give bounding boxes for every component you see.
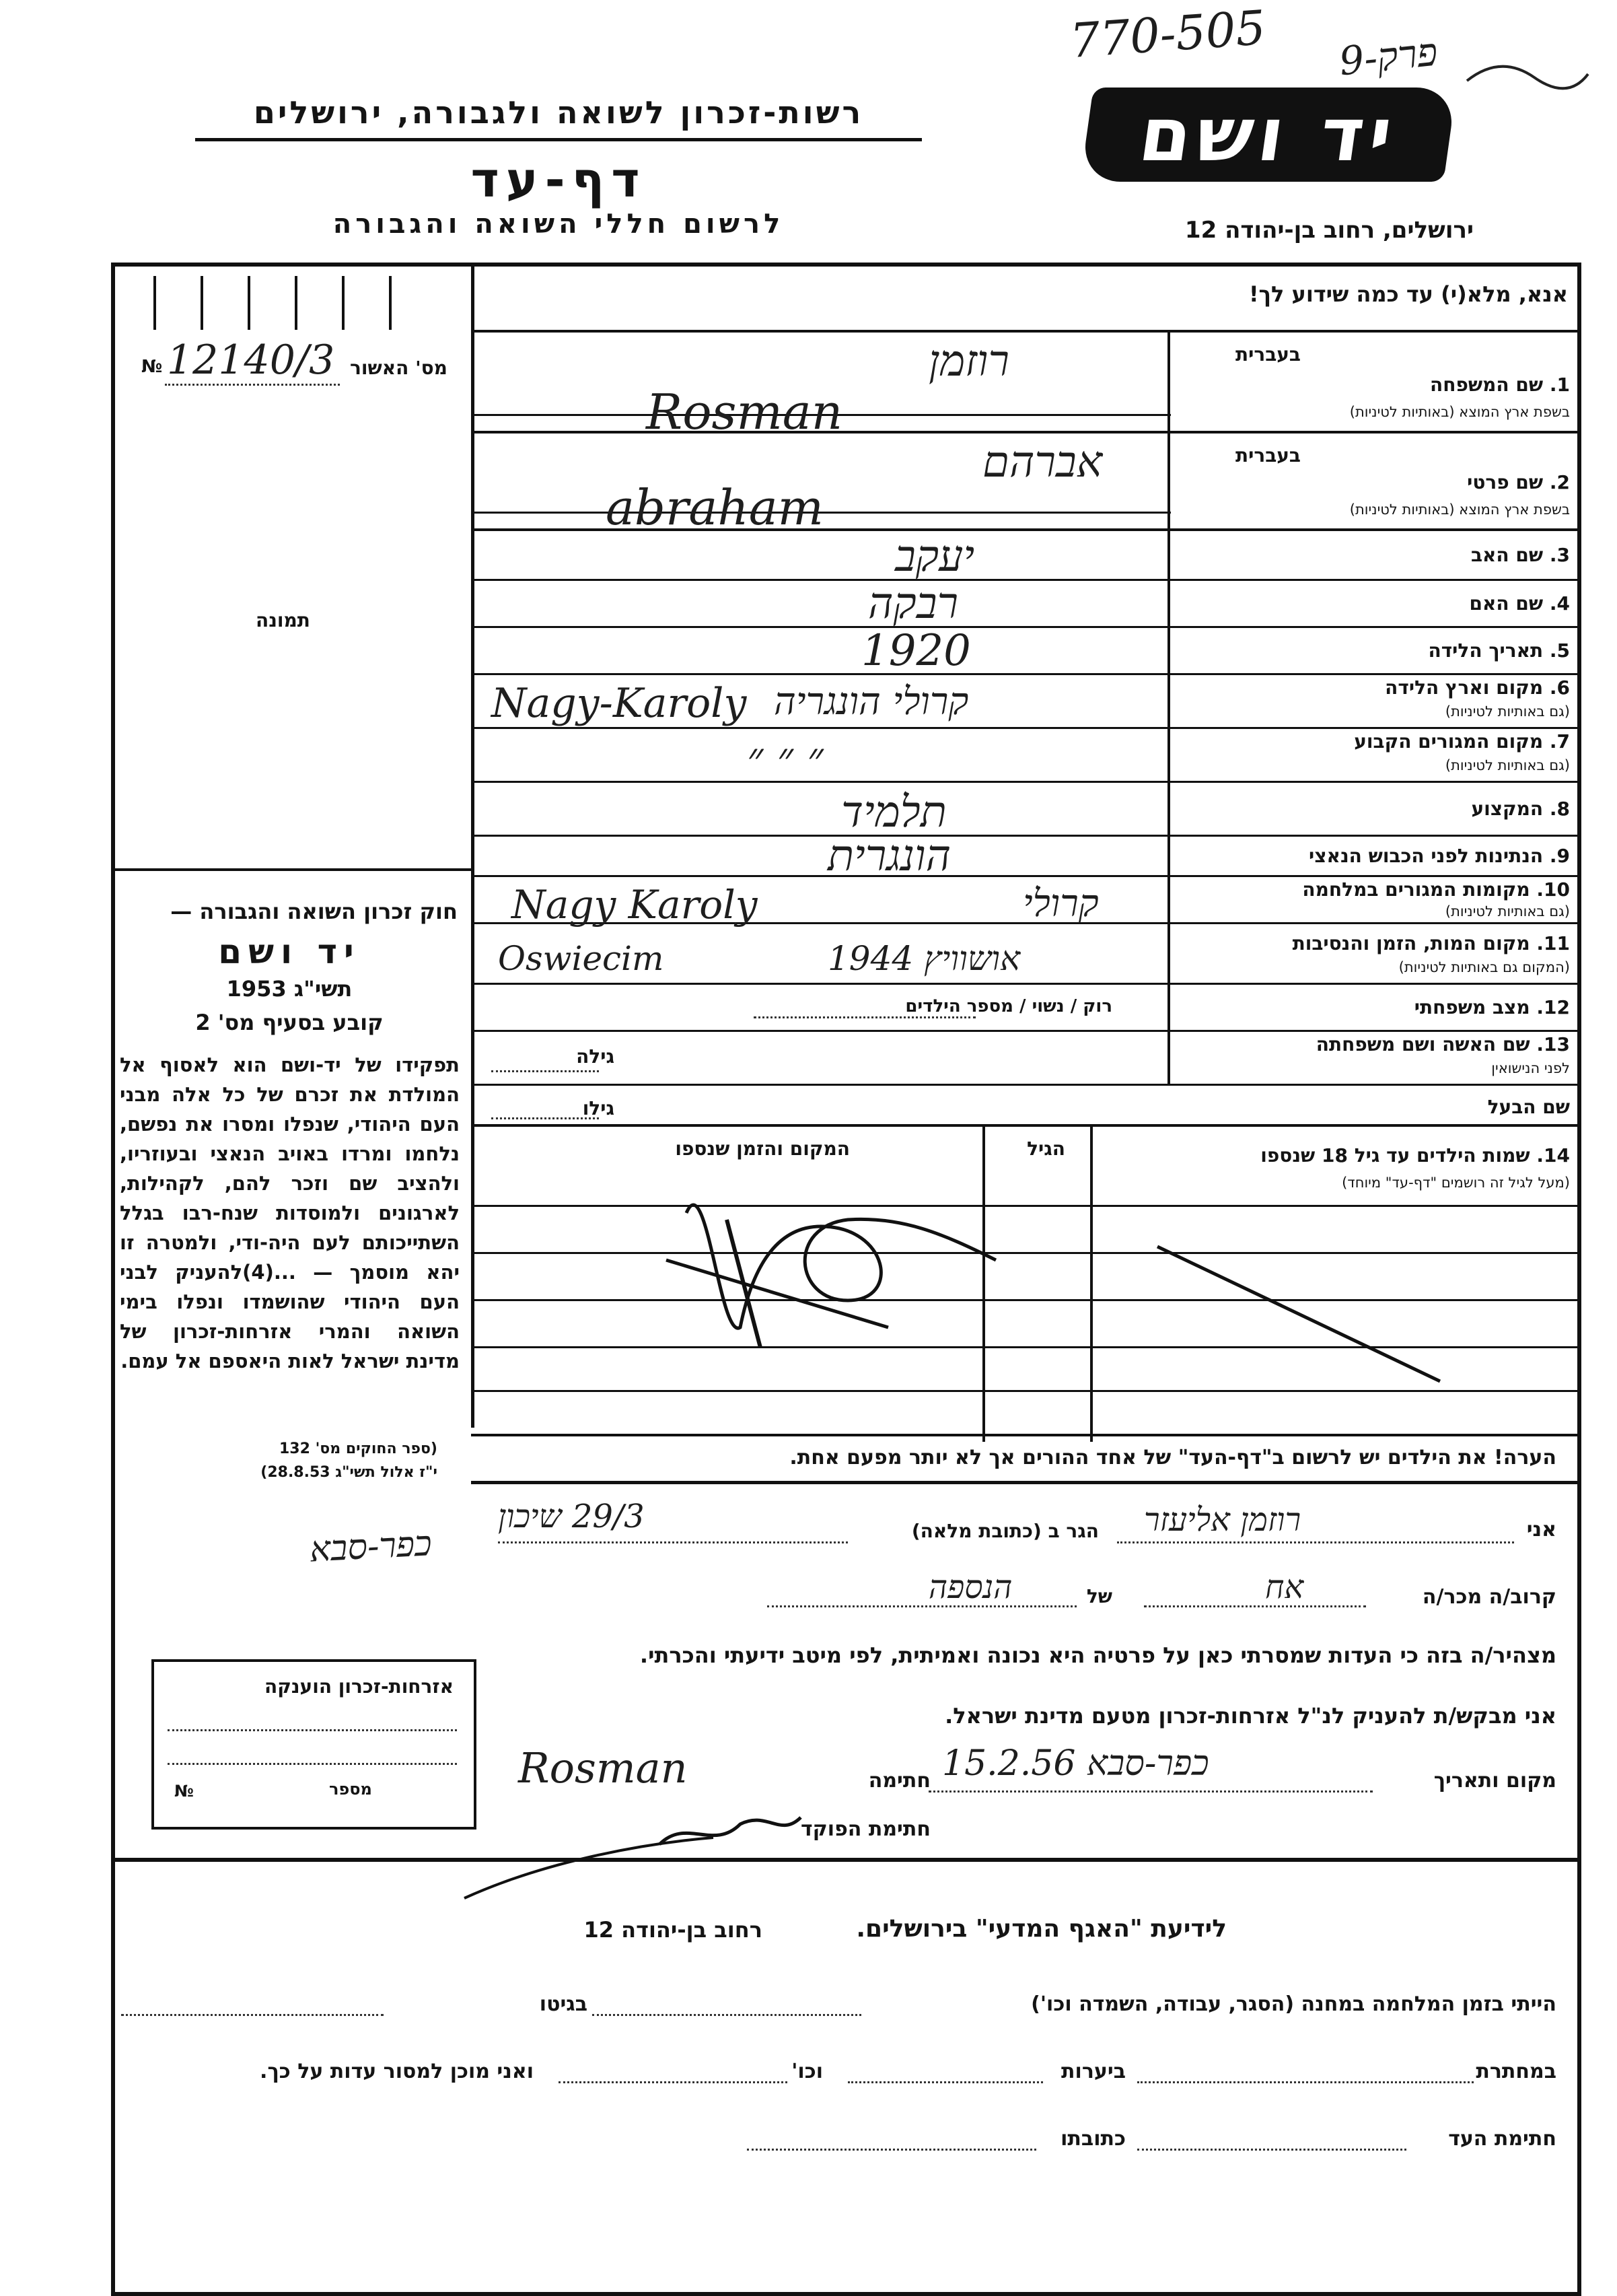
citizenship-number-sign: № — [174, 1782, 194, 1801]
corner-note: פרק-9 — [1336, 28, 1440, 85]
lower-frame-rule — [111, 1858, 1581, 1862]
official-signature-scribble — [458, 1790, 848, 1908]
citizenship-number-label: מספר — [329, 1780, 372, 1799]
of-label: של — [1086, 1585, 1112, 1607]
place-date-dots — [929, 1790, 1373, 1793]
field-1-label: 1. שם המשפחה — [1430, 374, 1570, 396]
lower-frame-left — [111, 1858, 115, 2295]
field-3-label: 3. שם האב — [1470, 544, 1570, 566]
place-date-value[interactable]: כפר-סבא 15.2.56 — [942, 1743, 1209, 1784]
photo-area-rule — [111, 868, 474, 871]
field-1-value-hebrew[interactable]: רוזמן — [929, 337, 1009, 386]
field-9-label: 9. הנתינות לפני הכבוש הנאצי — [1309, 845, 1570, 867]
field-14-label: 14. שמות הילדים עד גיל 18 שנספו — [1260, 1144, 1570, 1167]
law-section: קובע בסעיף מס' 2 — [195, 1010, 384, 1035]
rule-11 — [471, 983, 1581, 985]
rule-8 — [471, 835, 1581, 837]
field-10-label: 10. מקומות המגורים במלחמה — [1302, 878, 1570, 901]
of-dots — [767, 1605, 1077, 1607]
form-subtitle: לרשום חללי השואה והגבורה — [332, 209, 785, 240]
footer-etc-label: וכו' — [791, 2060, 823, 2083]
approval-dots — [165, 384, 340, 386]
note-rule — [471, 1481, 1581, 1484]
age-column-header: הגיל — [1027, 1138, 1065, 1160]
citizenship-box — [151, 1659, 476, 1830]
authority-title: רשות-זכרון לשואה ולגבורה, ירושלים — [253, 94, 864, 131]
ghetto-dots — [121, 2014, 384, 2016]
field-11-sub: (המקום גם באותיות לטיניות) — [1398, 959, 1570, 975]
law-title: חוק זכרון השואה והגבורה — — [170, 899, 458, 924]
field-9-value[interactable]: הונגרית — [828, 831, 951, 881]
camp-dots — [592, 2014, 861, 2016]
field-13-her-age-label: גילה — [576, 1045, 614, 1068]
field-11-label: 11. מקום המות, הזמן והנסיבות — [1292, 932, 1570, 954]
rule-6 — [471, 727, 1581, 729]
declarant-signature[interactable]: Rosman — [518, 1743, 688, 1793]
frame-top — [111, 263, 1581, 267]
field-7-label: 7. מקום המגורים הקבוע — [1354, 730, 1570, 753]
law-ref-2: י"ז אלול תשי"ג 28.8.53) — [260, 1464, 437, 1481]
frame-left — [111, 263, 115, 1986]
yad-vashem-logo: יד ושם — [1080, 88, 1457, 182]
field-12-options: רוק / נשוי / מספר הילדים — [905, 996, 1112, 1016]
declarant-name[interactable]: רוזמן אליעזר — [1144, 1501, 1301, 1539]
signature-label: חתימה — [868, 1769, 931, 1793]
field-5-label: 5. תאריך הלידה — [1428, 639, 1570, 662]
witness-signature-dots — [1137, 2149, 1406, 2151]
underground-dots — [1137, 2081, 1474, 2083]
corner-scribble — [1460, 54, 1595, 110]
relation-label: קרוב/ה מכר/ה — [1422, 1585, 1556, 1609]
authority-underline — [195, 138, 922, 141]
field-14-sub: (מעל לגיל זה רושמים "דף-עד" מיוחד) — [1342, 1175, 1570, 1191]
rule-3 — [471, 579, 1581, 581]
relation-dots — [1144, 1605, 1366, 1607]
index-ticks — [128, 269, 458, 339]
children-strikeout — [471, 1125, 1581, 1438]
lower-frame-bottom — [111, 2292, 1581, 2296]
field-1-value-latin[interactable]: Rosman — [646, 384, 843, 440]
field-1-hebrew-tag: בעברית — [1235, 343, 1301, 366]
field-6-value-latin[interactable]: Nagy-Karoly — [491, 680, 747, 727]
field-2-label: 2. שם פרטי — [1467, 471, 1570, 493]
label-divider — [1167, 330, 1170, 1084]
declarant-dots — [1117, 1541, 1514, 1543]
law-ref-1: (ספר החוקים מס' 132 — [279, 1440, 437, 1457]
rule-4 — [471, 626, 1581, 628]
wife-age-dots — [491, 1070, 599, 1072]
instruction: אנא, מלא(י) עד כמה שידוע לך! — [1248, 281, 1568, 307]
declare-statement: מצהיר/ה בזה כי העדות שמסרתי כאן על פרטיה היא נכונה ואמיתית, לפי מיטב ידיעתי והכרתי. — [639, 1642, 1556, 1668]
field-8-label: 8. המקצוע — [1471, 798, 1570, 820]
citizenship-box-title: אזרחות-זכרון הוענקה — [264, 1675, 454, 1698]
witness-address-dots — [747, 2149, 1036, 2151]
instruction-rule — [471, 330, 1581, 333]
approval-number[interactable]: 12140/3 — [167, 337, 335, 384]
field-11-value-hebrew[interactable]: אושוויץ 1944 — [828, 939, 1021, 978]
archive-code: 770-505 — [1068, 0, 1268, 69]
photo-label: תמונה — [256, 609, 310, 631]
resident-label: הגר ב (כתובת מלאה) — [911, 1520, 1099, 1542]
field-13-label: 13. שם האשה ושם משפחתה — [1316, 1033, 1570, 1055]
field-7-sub: (גם באותיות לטיניות) — [1445, 757, 1570, 773]
field-3-value[interactable]: יעקב — [895, 532, 975, 582]
field-10-value-latin[interactable]: Nagy Karoly — [511, 882, 758, 928]
declarant-address[interactable]: 29/3 שיכון — [498, 1498, 645, 1535]
rule-13 — [471, 1084, 1581, 1086]
law-org: יד ושם — [218, 932, 361, 971]
field-1-sub: בשפת ארץ המוצא (באותיות לטיניות) — [1349, 404, 1570, 420]
place-column-header: המקום והזמן שנספו — [675, 1138, 850, 1160]
field-2-sub: בשפת ארץ המוצא (באותיות לטיניות) — [1349, 501, 1570, 518]
field-6-sub: (גם באותיות לטיניות) — [1445, 703, 1570, 720]
rule-5 — [471, 673, 1581, 675]
info-title: לידיעת "האגף המדעי" בירושלים. — [856, 1915, 1227, 1943]
request-statement: אני מבקש/ת להעניק לנ"ל אזרחות-זכרון מטעם מדינת ישראל. — [945, 1703, 1556, 1729]
rule-1 — [471, 431, 1581, 433]
footer-witness-signature-label: חתימת העד — [1448, 2127, 1556, 2151]
footer-ready-text: ואני מוכן למסור עדות על כך. — [260, 2060, 534, 2083]
footer-ghetto-label: בגיטו — [539, 1992, 587, 2016]
info-address: רחוב בן-יהודה 12 — [583, 1917, 762, 1943]
approval-label: מס' האשור — [350, 357, 447, 379]
etc-dots — [559, 2081, 787, 2083]
declarant-city[interactable]: כפר-סבא — [308, 1523, 433, 1570]
field-2-value-hebrew[interactable]: אברהם — [982, 438, 1103, 487]
rule-12 — [471, 1030, 1581, 1032]
field-4-label: 4. שם האם — [1469, 592, 1570, 615]
field-4-value[interactable]: רבקה — [868, 579, 959, 629]
approval-prefix: № — [141, 357, 163, 377]
field-10-value-hebrew[interactable]: קרולי — [1023, 882, 1099, 926]
forests-dots — [848, 2081, 1043, 2083]
field-6-value-hebrew[interactable]: קרולי הונגריה — [774, 680, 969, 724]
footer-camp-label: הייתי בזמן המלחמה במחנה (הסגר, עבודה, השמדה וכו') — [1031, 1992, 1556, 2016]
form-title: דף-עד — [470, 151, 647, 208]
footer-witness-address-label: כתובתו — [1061, 2127, 1126, 2151]
husband-age-dots — [491, 1117, 599, 1119]
rule-9 — [471, 875, 1581, 877]
law-text: תפקידו של יד-ושם הוא לאסוף אל המולדת את זכרם של כל אלה מבני העם היהודי, שנפלו ומסרו את נפשם, נלחמו ומרדו באויב הנאצי ובעוזריו, ולהציב שם וזכר להם, לקהילות, לארגונים ולמוסדות שנח-רבו בגלל השתייכותם לעם היה-ודי, ולמטרה זו יהא מוסמך — ...(4)להעניק לבני העם היהודי שהושמדו ונפלו בימי השואה והמרי אזרחות-זכרון של מדינת ישראל לאות היאספם אל עמם. — [120, 1053, 460, 1372]
relation-value[interactable]: אח — [1265, 1568, 1304, 1606]
address: ירושלים, רחוב בן-יהודה 12 — [1184, 217, 1474, 244]
field-7-value[interactable]: ״ ״ ״ — [747, 734, 824, 784]
footer-underground-label: במחתרת — [1476, 2060, 1556, 2083]
note-spacer — [471, 1427, 474, 1428]
field-6-label: 6. מקום וארץ הלידה — [1385, 676, 1570, 699]
official-signature-label: חתימת הפוקד — [801, 1817, 931, 1841]
field-12-label: 12. מצב משפחתי — [1414, 996, 1570, 1018]
rule-7 — [471, 781, 1581, 783]
place-date-label: מקום ותאריך — [1433, 1769, 1556, 1793]
field-2-value-latin[interactable]: abraham — [606, 479, 824, 536]
field-5-value[interactable]: 1920 — [861, 626, 971, 676]
field-2-hebrew-tag: בעברית — [1235, 444, 1301, 466]
address-dots — [498, 1541, 848, 1543]
husband-label: שם הבעל — [1487, 1096, 1570, 1118]
field-11-value-latin[interactable]: Oswiecim — [498, 939, 664, 978]
law-year: תשי"ג 1953 — [226, 976, 353, 1002]
field-12-dots — [754, 1016, 976, 1018]
declarant-label: אני — [1526, 1518, 1556, 1541]
citizenship-line-1 — [168, 1729, 457, 1731]
husband-age-label: גילו — [582, 1097, 614, 1119]
footer-forests-label: ביערות — [1061, 2060, 1126, 2083]
field-10-sub: (גם באותיות לטיניות) — [1445, 903, 1570, 919]
citizenship-line-2 — [168, 1763, 457, 1765]
field-8-value[interactable]: תלמיד — [841, 788, 947, 837]
field-13-sub: לפני הנישואין — [1491, 1060, 1570, 1076]
children-note: הערה! את הילדים יש לרשום ב"דף-העד" של אחד ההורים אך לא יותר מפעם אחת. — [789, 1446, 1556, 1469]
of-value[interactable]: הנספה — [929, 1568, 1013, 1606]
